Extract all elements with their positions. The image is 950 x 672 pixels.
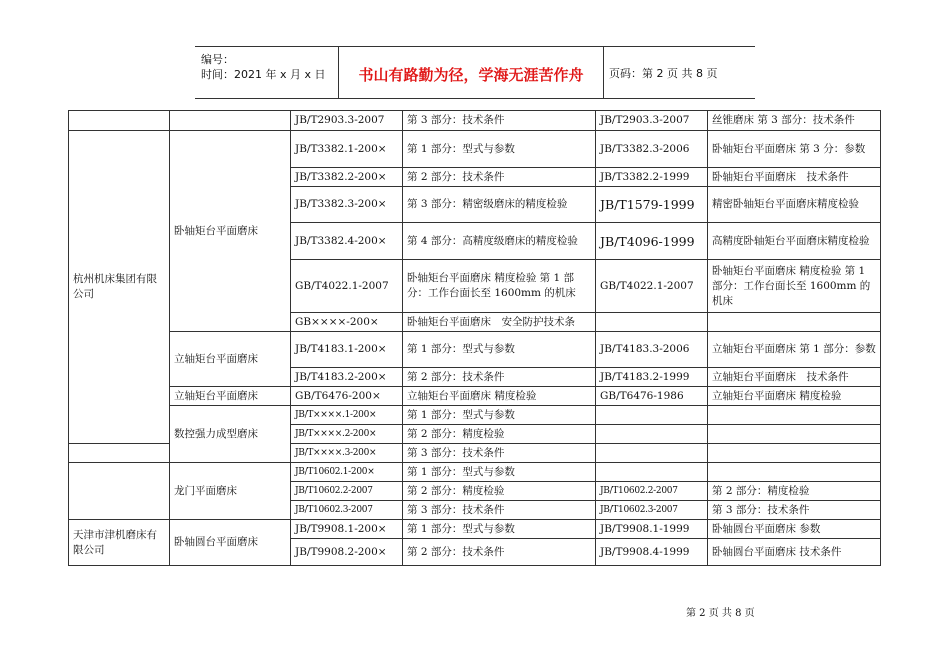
- company-cell-empty: [69, 444, 170, 463]
- standard-code: GB××××-200×: [291, 313, 403, 332]
- replaced-code: JB/T4183.2-1999: [596, 368, 708, 387]
- replaced-title: 精密卧轴矩台平面磨床精度检验: [708, 187, 881, 223]
- standard-title: 第 2 部分：精度检验: [403, 425, 596, 444]
- product-cell: 龙门平面磨床: [170, 463, 291, 520]
- table-row: [69, 387, 881, 406]
- standard-code: JB/T××××.1-200×: [291, 406, 403, 425]
- standard-title: 第 2 部分：精度检验: [403, 482, 596, 501]
- company-cell: 天津市津机磨床有限公司: [69, 520, 170, 566]
- header-motto: 书山有路勤为径，学海无涯苦作舟: [358, 66, 584, 84]
- standard-code: JB/T××××.3-200×: [291, 444, 403, 463]
- standard-code: JB/T4183.2-200×: [291, 368, 403, 387]
- product-cell: 卧轴圆台平面磨床: [170, 520, 291, 566]
- standard-title: 第 1 部分：型式与参数: [403, 332, 596, 368]
- replaced-code: JB/T4096-1999: [596, 223, 708, 260]
- standard-title: 第 3 部分：精密级磨床的精度检验: [403, 187, 596, 223]
- replaced-code: JB/T10602.2-2007: [596, 482, 708, 501]
- replaced-title: 第 3 部分：技术条件: [708, 501, 881, 520]
- standard-code: JB/T××××.2-200×: [291, 425, 403, 444]
- standards-table: [68, 110, 881, 566]
- replaced-code: [596, 444, 708, 463]
- header-divider: [603, 47, 604, 98]
- company-cell: [69, 111, 170, 131]
- replaced-code: GB/T6476-1986: [596, 387, 708, 406]
- product-cell: [170, 111, 291, 131]
- replaced-title: 卧轴圆台平面磨床 参数: [708, 520, 881, 539]
- replaced-title: [708, 444, 881, 463]
- standard-title: 第 1 部分：型式与参数: [403, 463, 596, 482]
- replaced-title: 立轴矩台平面磨床 精度检验: [708, 387, 881, 406]
- replaced-code: [596, 463, 708, 482]
- standard-title: 第 2 部分：技术条件: [403, 168, 596, 187]
- replaced-title: [708, 425, 881, 444]
- header-divider: [338, 47, 339, 98]
- header-page-number: 页码：第 2 页 共 8 页: [609, 67, 718, 80]
- standard-title: 卧轴矩台平面磨床 安全防护技术条: [403, 313, 596, 332]
- replaced-code: JB/T3382.2-1999: [596, 168, 708, 187]
- replaced-code: JB/T9908.1-1999: [596, 520, 708, 539]
- replaced-title: 卧轴矩台平面磨床 第 3 分：参数: [708, 131, 881, 168]
- replaced-code: [596, 406, 708, 425]
- replaced-title: 立轴矩台平面磨床 第 1 部分：参数: [708, 332, 881, 368]
- replaced-title: 第 2 部分：精度检验: [708, 482, 881, 501]
- replaced-code: JB/T3382.3-2006: [596, 131, 708, 168]
- replaced-code: JB/T10602.3-2007: [596, 501, 708, 520]
- page-footer: 第 2 页 共 8 页: [686, 608, 755, 619]
- table-row: [69, 332, 881, 368]
- replaced-code: JB/T1579-1999: [596, 187, 708, 223]
- product-cell: 立轴矩台平面磨床: [170, 332, 291, 387]
- standard-code: JB/T9908.2-200×: [291, 539, 403, 566]
- replaced-code: [596, 313, 708, 332]
- replaced-title: [708, 313, 881, 332]
- doc-code-label: 编号：: [201, 53, 234, 66]
- standard-title: 第 2 部分：技术条件: [403, 539, 596, 566]
- replaced-code: GB/T4022.1-2007: [596, 260, 708, 313]
- standard-code: GB/T4022.1-2007: [291, 260, 403, 313]
- standard-title: 立轴矩台平面磨床 精度检验: [403, 387, 596, 406]
- replaced-title: [708, 463, 881, 482]
- table-row: [69, 131, 881, 168]
- replaced-title: [708, 406, 881, 425]
- standard-code: JB/T3382.2-200×: [291, 168, 403, 187]
- standard-title: 第 1 部分：型式与参数: [403, 131, 596, 168]
- standard-code: GB/T6476-200×: [291, 387, 403, 406]
- table-row: [69, 111, 881, 131]
- product-cell: 卧轴矩台平面磨床: [170, 131, 291, 332]
- standard-code: JB/T3382.3-200×: [291, 187, 403, 223]
- standard-title: 第 1 部分：型式与参数: [403, 406, 596, 425]
- standard-code: JB/T4183.1-200×: [291, 332, 403, 368]
- company-cell-empty: [69, 463, 170, 520]
- standard-title: 第 3 部分：技术条件: [403, 501, 596, 520]
- header-meta: [201, 52, 326, 82]
- replaced-code: [596, 425, 708, 444]
- product-cell: 数控强力成型磨床: [170, 406, 291, 463]
- standard-title: 第 2 部分：技术条件: [403, 368, 596, 387]
- replaced-code: JB/T2903.3-2007: [596, 111, 708, 131]
- company-cell: 杭州机床集团有限公司: [69, 131, 170, 444]
- replaced-title: 立轴矩台平面磨床 技术条件: [708, 368, 881, 387]
- standard-code: JB/T10602.2-2007: [291, 482, 403, 501]
- replaced-title: 高精度卧轴矩台平面磨床精度检验: [708, 223, 881, 260]
- standard-title: 第 3 部分：技术条件: [403, 444, 596, 463]
- table-row: [69, 463, 881, 482]
- replaced-code: JB/T4183.3-2006: [596, 332, 708, 368]
- standard-code: JB/T3382.4-200×: [291, 223, 403, 260]
- standard-title: 第 4 部分：高精度级磨床的精度检验: [403, 223, 596, 260]
- standard-code: JB/T2903.3-2007: [291, 111, 403, 131]
- standard-code: JB/T10602.3-2007: [291, 501, 403, 520]
- product-cell: 立轴矩台平面磨床: [170, 387, 291, 406]
- replaced-title: 丝锥磨床 第 3 部分：技术条件: [708, 111, 881, 131]
- standard-code: JB/T10602.1-200×: [291, 463, 403, 482]
- replaced-title: 卧轴矩台平面磨床 精度检验 第 1 部分：工作台面长至 1600mm 的机床: [708, 260, 881, 313]
- replaced-code: JB/T9908.4-1999: [596, 539, 708, 566]
- doc-time-label: 时间：2021 年 x 月 x 日: [201, 68, 326, 81]
- standard-code: JB/T3382.1-200×: [291, 131, 403, 168]
- standard-title: 第 3 部分：技术条件: [403, 111, 596, 131]
- table-row: [69, 406, 881, 425]
- standard-code: JB/T9908.1-200×: [291, 520, 403, 539]
- replaced-title: 卧轴矩台平面磨床 技术条件: [708, 168, 881, 187]
- table-row: [69, 520, 881, 539]
- page-header: [195, 46, 755, 99]
- replaced-title: 卧轴圆台平面磨床 技术条件: [708, 539, 881, 566]
- standard-title: 卧轴矩台平面磨床 精度检验 第 1 部分：工作台面长至 1600mm 的机床: [403, 260, 596, 313]
- standard-title: 第 1 部分：型式与参数: [403, 520, 596, 539]
